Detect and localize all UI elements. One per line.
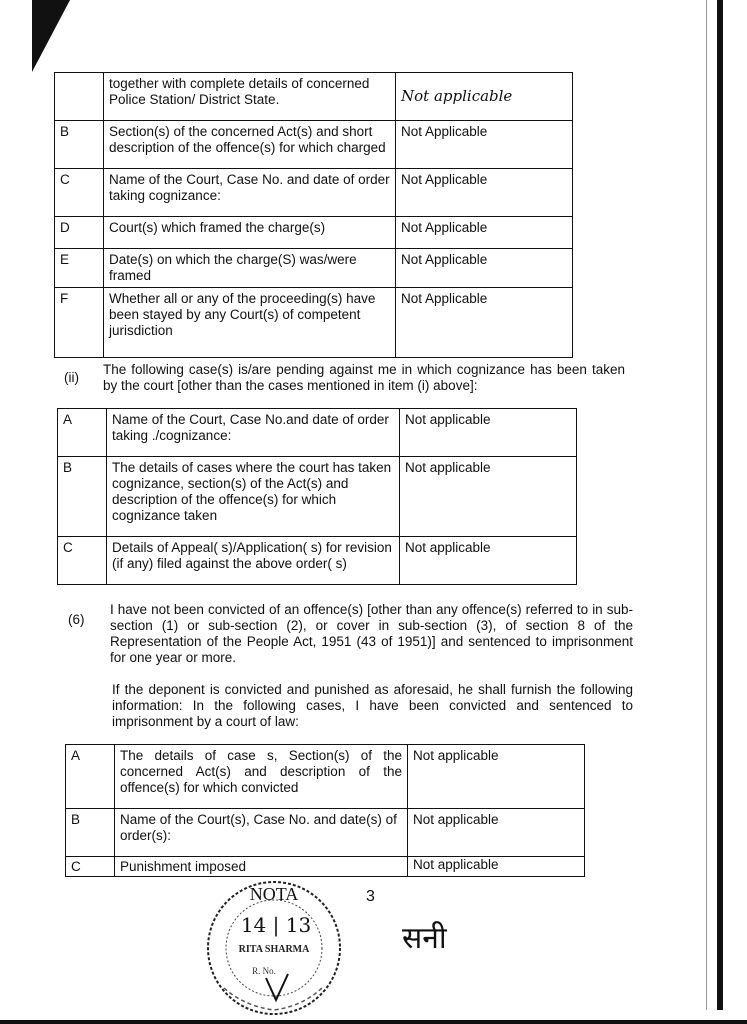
- table-row: [66, 857, 585, 877]
- row-value: Not Applicable: [396, 217, 573, 249]
- row-description: Name of the Court, Case No. and date of order taking cognizance:: [104, 169, 396, 217]
- table-row: [55, 169, 573, 217]
- charges-table: [54, 72, 573, 358]
- row-description: Punishment imposed: [115, 857, 408, 877]
- table-row: [55, 121, 573, 169]
- stamp-top-text: NOTA: [249, 884, 299, 904]
- section-ii-text: The following case(s) is/are pending against me in which cognizance has been taken by the court [other than the cases mentioned in item (i) above]:: [103, 362, 625, 393]
- row-description: Whether all or any of the proceeding(s) have been stayed by any Court(s) of competent jurisdiction: [104, 288, 396, 358]
- row-description: Court(s) which framed the charge(s): [104, 217, 396, 249]
- row-value: [396, 73, 573, 121]
- row-label: B: [58, 457, 107, 537]
- scan-bottom-border: [0, 1020, 747, 1024]
- row-value: Not Applicable: [396, 249, 573, 288]
- row-label: C: [58, 537, 107, 585]
- row-label: E: [55, 249, 104, 288]
- table-row: [58, 409, 577, 457]
- row-value: Not Applicable: [396, 121, 573, 169]
- row-value: Not applicable: [408, 745, 585, 809]
- row-label: [55, 73, 104, 121]
- row-description: Name of the Court, Case No.and date of order taking ./cognizance:: [107, 409, 400, 457]
- row-description: Date(s) on which the charge(S) was/were framed: [104, 249, 396, 288]
- row-label: B: [55, 121, 104, 169]
- table-row: [55, 288, 573, 358]
- row-label: D: [55, 217, 104, 249]
- row-description: Section(s) of the concerned Act(s) and short description of the offence(s) for which charged: [104, 121, 396, 169]
- row-value: Not applicable: [400, 409, 577, 457]
- row-label: C: [66, 857, 115, 877]
- table-row: [58, 457, 577, 537]
- convictions-table: [65, 744, 585, 877]
- notary-stamp-graphic: [204, 878, 344, 1018]
- row-label: C: [55, 169, 104, 217]
- scan-edge-border: [717, 0, 723, 1010]
- table-row: [55, 73, 573, 121]
- table-row: [66, 745, 585, 809]
- section-number: (6): [68, 612, 85, 627]
- scan-edge-line: [706, 0, 707, 1010]
- table-row: [66, 809, 585, 857]
- table-row: [58, 537, 577, 585]
- pending-cases-table: [57, 408, 577, 585]
- row-label: A: [66, 745, 115, 809]
- handwritten-signature: सनी: [402, 921, 447, 956]
- row-value: Not Applicable: [396, 288, 573, 358]
- table-row: [55, 217, 573, 249]
- row-description: Name of the Court(s), Case No. and date(s) of order(s):: [115, 809, 408, 857]
- row-description: Details of Appeal( s)/Application( s) for revision (if any) filed against the above order( s): [107, 537, 400, 585]
- page-number: 3: [366, 888, 375, 905]
- section-6-text: I have not been convicted of an offence(s) [other than any offence(s) referred to in sub-section (1) or sub-section (2), or cover in sub-section (3), of section 8 of the Representation of the People Act, 1951 (43 of 1951)] and sentenced to imprisonment for one year or more.: [110, 602, 633, 665]
- section-number: (ii): [64, 370, 79, 385]
- notary-stamp: [204, 878, 344, 1018]
- row-value: Not Applicable: [396, 169, 573, 217]
- row-label: B: [66, 809, 115, 857]
- row-description: The details of cases where the court has taken cognizance, section(s) of the Act(s) and description of the offence(s) for which cognizance taken: [107, 457, 400, 537]
- row-label: F: [55, 288, 104, 358]
- row-value: Not applicable: [408, 857, 585, 877]
- stamp-date: 14 | 13: [240, 913, 312, 937]
- row-description: The details of case s, Section(s) of the concerned Act(s) and description of the offence(s) for which convicted: [115, 745, 408, 809]
- row-value: Not applicable: [400, 537, 577, 585]
- row-description: together with complete details of concerned Police Station/ District State.: [104, 73, 396, 121]
- section-6-text2: If the deponent is convicted and punished as aforesaid, he shall furnish the following information: In the following cases, I have been convicted and sentenced to imprisonment by a court of law:: [112, 682, 633, 729]
- stamp-reg: R. No.: [252, 966, 276, 976]
- stamp-name: RITA SHARMA: [238, 944, 310, 955]
- scan-corner-mark: [32, 0, 70, 72]
- row-label: A: [58, 409, 107, 457]
- handwritten-value: Not applicable: [401, 87, 513, 105]
- table-row: [55, 249, 573, 288]
- row-value: Not applicable: [400, 457, 577, 537]
- row-value: Not applicable: [408, 809, 585, 857]
